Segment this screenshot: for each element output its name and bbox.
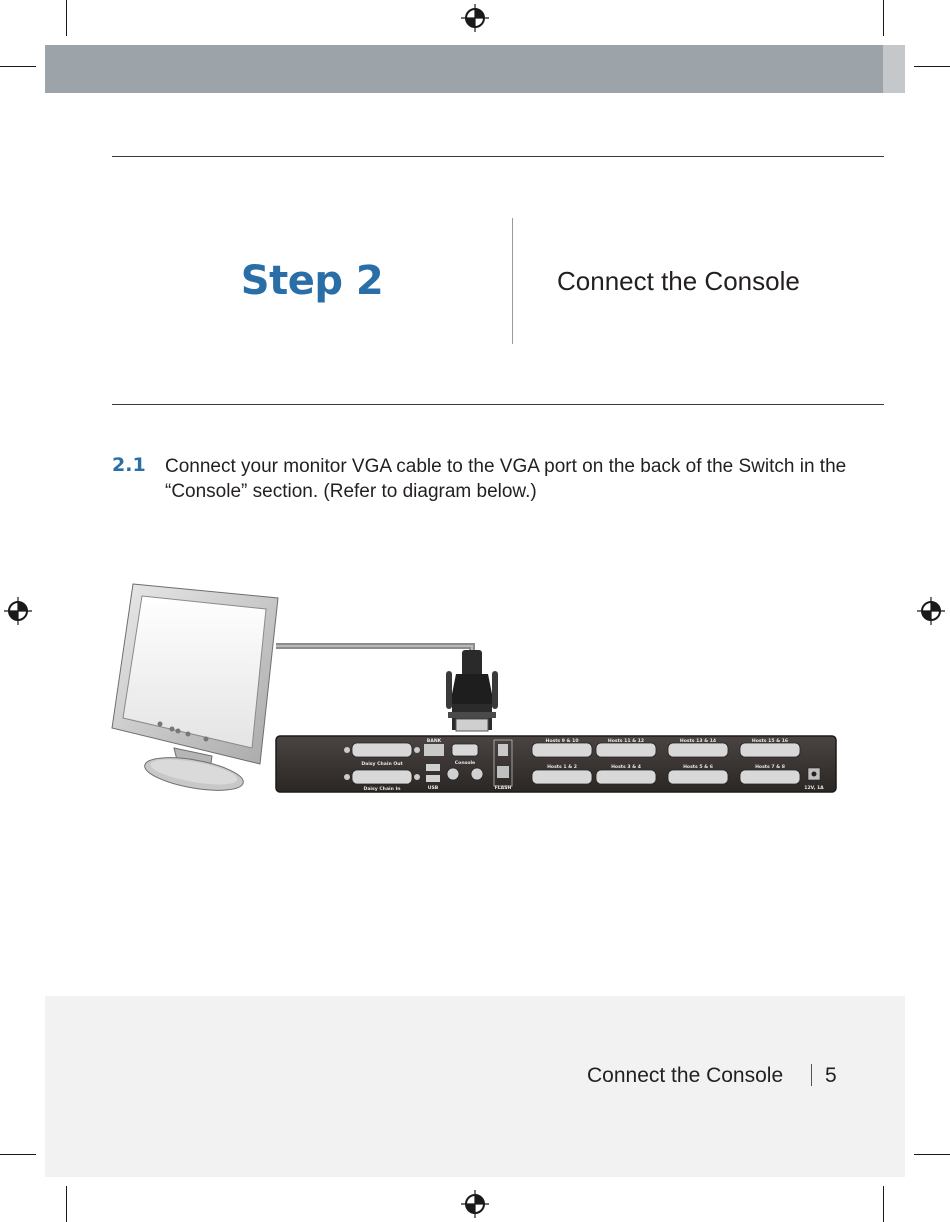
crop-mark (0, 66, 36, 67)
crop-mark (883, 0, 884, 36)
label-flash: FLASH (494, 786, 512, 791)
label-hosts-top-3: Hosts 13 & 14 (679, 739, 717, 744)
registration-mark-icon (4, 597, 32, 625)
crop-mark (66, 0, 67, 36)
registration-mark-icon (917, 597, 945, 625)
heading-divider (512, 218, 513, 344)
step-title: Step 2 (240, 258, 384, 304)
connection-diagram (108, 578, 840, 800)
registration-mark-icon (461, 4, 489, 32)
crop-mark (0, 1154, 36, 1155)
vga-cable (276, 646, 472, 666)
crop-mark (883, 1186, 884, 1222)
label-hosts-top-2: Hosts 11 & 12 (607, 739, 645, 744)
label-hosts-top-1: Hosts 9 & 10 (545, 739, 579, 744)
header-tab (883, 45, 905, 93)
bottom-rule (112, 404, 884, 405)
kvm-switch-icon (276, 736, 836, 792)
label-bank: BANK (426, 739, 442, 744)
section-title: Connect the Console (557, 266, 800, 296)
label-hosts-bottom-1: Hosts 1 & 2 (547, 765, 577, 770)
label-power: 12V, 1A (804, 786, 824, 791)
footer-separator (811, 1064, 812, 1086)
header-bar (45, 45, 883, 93)
label-hosts-bottom-2: Hosts 3 & 4 (611, 765, 641, 770)
label-hosts-bottom-4: Hosts 7 & 8 (755, 765, 785, 770)
label-daisy-chain-in: Daisy Chain In (363, 787, 401, 792)
instruction-number: 2.1 (112, 454, 146, 476)
label-hosts-top-4: Hosts 15 & 16 (751, 739, 789, 744)
registration-mark-icon (461, 1190, 489, 1218)
crop-mark (914, 66, 950, 67)
label-console: Console (454, 761, 476, 766)
label-daisy-chain-out: Daisy Chain Out (361, 762, 403, 767)
vga-connector-icon (446, 650, 498, 731)
top-rule (112, 156, 884, 157)
footer-title: Connect the Console (587, 1064, 784, 1087)
instruction-text: Connect your monitor VGA cable to the VGA port on the back of the Switch in the “Console” section. (Refer to diagram below.) (165, 456, 847, 502)
label-usb: USB (427, 786, 439, 791)
page-number: 5 (825, 1064, 837, 1087)
label-hosts-bottom-3: Hosts 5 & 6 (683, 765, 713, 770)
crop-mark (914, 1154, 950, 1155)
monitor-icon (112, 584, 278, 796)
crop-mark (66, 1186, 67, 1222)
